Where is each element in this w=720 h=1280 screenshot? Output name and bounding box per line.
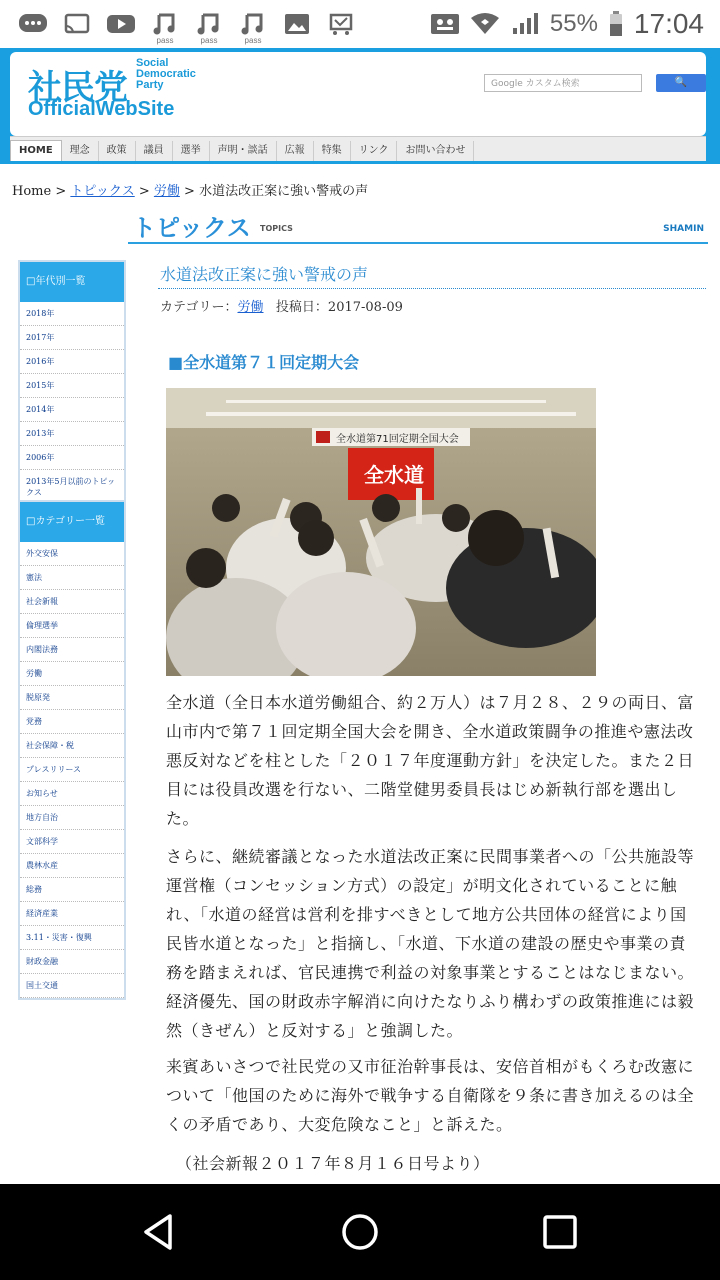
recents-button[interactable] xyxy=(540,1212,580,1252)
wifi-icon xyxy=(470,12,500,36)
breadcrumb-sep: > xyxy=(134,184,154,199)
sidebar-item-category[interactable]: 総務 xyxy=(20,878,124,902)
site-logo-subtitle: OfficialWebSite xyxy=(28,98,175,120)
home-icon xyxy=(340,1212,380,1252)
article-paragraph: 全水道（全日本水道労働組合、約２万人）は７月２８、２９の両日、富山市内で第７１回定期全国大会を開き、全水道政策闘争の推進や憲法改悪反対などを柱とした「２０１７年度運動方針」を決定した。また２日目には役員改選を行ない、二階堂健男委員長はじめ新執行部を選出した。 xyxy=(166,693,695,828)
music-pass-icon xyxy=(194,12,224,45)
sidebar-item-category[interactable]: 社会新報 xyxy=(20,590,124,614)
sidebar-item-category[interactable]: 国土交通 xyxy=(20,974,124,998)
sidebar-item-category[interactable]: 経済産業 xyxy=(20,902,124,926)
article-subheading: ■全水道第７１回定期大会 xyxy=(168,353,360,372)
category-label: カテゴリー： xyxy=(160,300,238,315)
back-icon xyxy=(140,1212,180,1252)
recents-icon xyxy=(540,1212,580,1252)
search-input[interactable]: Google カスタム検索 xyxy=(484,74,642,92)
search-button[interactable] xyxy=(656,74,706,92)
topics-title: トピックス xyxy=(132,214,251,242)
nav-item-philosophy[interactable]: 理念 xyxy=(62,141,99,161)
battery-percent: 55% xyxy=(549,10,598,37)
music-pass-icon xyxy=(150,12,180,45)
sidebar-item-year[interactable]: 2013年5月以前のトピックス xyxy=(20,470,124,505)
sidebar-item-category[interactable]: 憲法 xyxy=(20,566,124,590)
android-nav-bar xyxy=(0,1184,720,1280)
sidebar-item-year[interactable]: 2018年 xyxy=(20,302,124,326)
pass-label: pass xyxy=(244,36,262,45)
site-logo[interactable]: 社民党 xyxy=(28,69,127,107)
nav-item-contact[interactable]: お問い合わせ xyxy=(397,141,474,161)
sidebar-item-category[interactable]: 脱原発 xyxy=(20,686,124,710)
article-meta xyxy=(160,296,403,315)
nav-item-features[interactable]: 特集 xyxy=(314,141,351,161)
home-button[interactable] xyxy=(340,1212,380,1252)
pass-label: pass xyxy=(156,36,174,45)
sidebar-item-category[interactable]: 党務 xyxy=(20,710,124,734)
chat-icon xyxy=(18,12,48,36)
breadcrumb-current: 水道法改正案に強い警戒の声 xyxy=(199,184,369,199)
sidebar-category-title: □カテゴリー一覧 xyxy=(20,502,124,542)
article-title: 水道法改正案に強い警戒の声 xyxy=(160,265,369,284)
sidebar-item-category[interactable]: 社会保障・税 xyxy=(20,734,124,758)
sidebar-item-category[interactable]: 内閣法務 xyxy=(20,638,124,662)
breadcrumb-topics[interactable]: トピックス xyxy=(70,184,135,199)
topics-title-en: TOPICS xyxy=(260,224,293,233)
shamin-logo: SHAMIN xyxy=(663,224,704,234)
nav-item-pr[interactable]: 広報 xyxy=(277,141,314,161)
convention-photo xyxy=(166,388,596,676)
sidebar-item-category[interactable]: 外交安保 xyxy=(20,542,124,566)
sidebar-item-category[interactable]: 農林水産 xyxy=(20,854,124,878)
title-divider xyxy=(158,288,706,289)
post-date: 2017-08-09 xyxy=(327,300,403,315)
sidebar-item-year[interactable]: 2017年 xyxy=(20,326,124,350)
clock: 17:04 xyxy=(633,8,704,39)
image-icon xyxy=(282,12,312,36)
status-bar xyxy=(0,0,720,48)
photo-banner-text: 全水道第71回定期全国大会 xyxy=(336,434,459,445)
logo-en-line: Social xyxy=(136,57,169,69)
nav-item-home[interactable]: HOME xyxy=(10,140,62,161)
sidebar-item-category[interactable]: 地方自治 xyxy=(20,806,124,830)
signal-icon xyxy=(510,12,540,36)
back-button[interactable] xyxy=(140,1212,180,1252)
sidebar-item-year[interactable]: 2013年 xyxy=(20,422,124,446)
sidebar-year-title: □年代別一覧 xyxy=(20,262,124,302)
nav-item-statements[interactable]: 声明・談話 xyxy=(210,141,277,161)
main-nav xyxy=(10,136,706,161)
breadcrumb-home[interactable]: Home xyxy=(12,184,52,199)
search-icon: 🔍 xyxy=(674,77,688,88)
article-source: （社会新報２０１７年８月１６日号より） xyxy=(176,1154,490,1173)
cart-icon xyxy=(326,12,356,36)
date-label: 投稿日： xyxy=(275,300,328,315)
site-logo-en xyxy=(136,58,226,91)
sidebar-item-year[interactable]: 2006年 xyxy=(20,446,124,470)
category-link[interactable]: 労働 xyxy=(237,300,264,315)
article-paragraph: さらに、継続審議となった水道法改正案に民間事業者への「公共施設等運営権（コンセッション方式）の設定」が明文化されていることに触れ、「水道の経営は営利を排すべきとして地方公共団体の経営により国民皆水道となった」と指摘し、「水道、下水道の建設の歴史や事業の責務を踏まえれば、官民連携で利益の対象事業とすることはなじまない。経済優先、国の財政赤字解消に向けたなりふり構わずの政策推進には毅然（きぜん）と反対する」と強調した。 xyxy=(166,847,695,1040)
breadcrumb xyxy=(12,180,368,199)
breadcrumb-sep: > xyxy=(179,184,200,199)
sidebar-item-category[interactable]: プレスリリース xyxy=(20,758,124,782)
site-header xyxy=(0,48,720,164)
breadcrumb-sep: > xyxy=(51,184,71,199)
logo-en-line: Democratic xyxy=(136,68,196,80)
sidebar-item-category[interactable]: 文部科学 xyxy=(20,830,124,854)
voicemail-icon xyxy=(430,12,460,36)
sidebar-item-category[interactable]: 倫理選挙 xyxy=(20,614,124,638)
sidebar-item-category[interactable]: 労働 xyxy=(20,662,124,686)
sidebar-item-category[interactable]: 3.11・災害・復興 xyxy=(20,926,124,950)
topics-header xyxy=(128,208,708,244)
breadcrumb-labor[interactable]: 労働 xyxy=(153,184,180,199)
sidebar-category-list xyxy=(18,500,126,1000)
web-page xyxy=(0,48,720,1184)
photo-flag-text: 全水道 xyxy=(364,463,424,487)
sidebar-year-list xyxy=(18,260,126,507)
sidebar-item-year[interactable]: 2014年 xyxy=(20,398,124,422)
site-banner xyxy=(10,52,706,136)
article-paragraph: 来賓あいさつで社民党の又市征治幹事長は、安倍首相がもくろむ改憲について「他国のために海外で戦争する自衛隊を９条に書き加えるのは全くの矛盾であり、大変危険なこと」と訴えた。 xyxy=(166,1057,695,1134)
youtube-icon xyxy=(106,12,136,36)
nav-item-elections[interactable]: 選挙 xyxy=(173,141,210,161)
nav-item-members[interactable]: 議員 xyxy=(136,141,173,161)
sidebar-item-category[interactable]: 財政金融 xyxy=(20,950,124,974)
battery-icon xyxy=(608,12,624,36)
music-pass-icon xyxy=(238,12,268,45)
sidebar-item-year[interactable]: 2016年 xyxy=(20,350,124,374)
logo-en-line: Party xyxy=(136,79,164,91)
sidebar-item-year[interactable]: 2015年 xyxy=(20,374,124,398)
nav-item-policy[interactable]: 政策 xyxy=(99,141,136,161)
sidebar-item-category[interactable]: お知らせ xyxy=(20,782,124,806)
cast-icon xyxy=(62,12,92,36)
pass-label: pass xyxy=(200,36,218,45)
nav-item-links[interactable]: リンク xyxy=(351,141,398,161)
